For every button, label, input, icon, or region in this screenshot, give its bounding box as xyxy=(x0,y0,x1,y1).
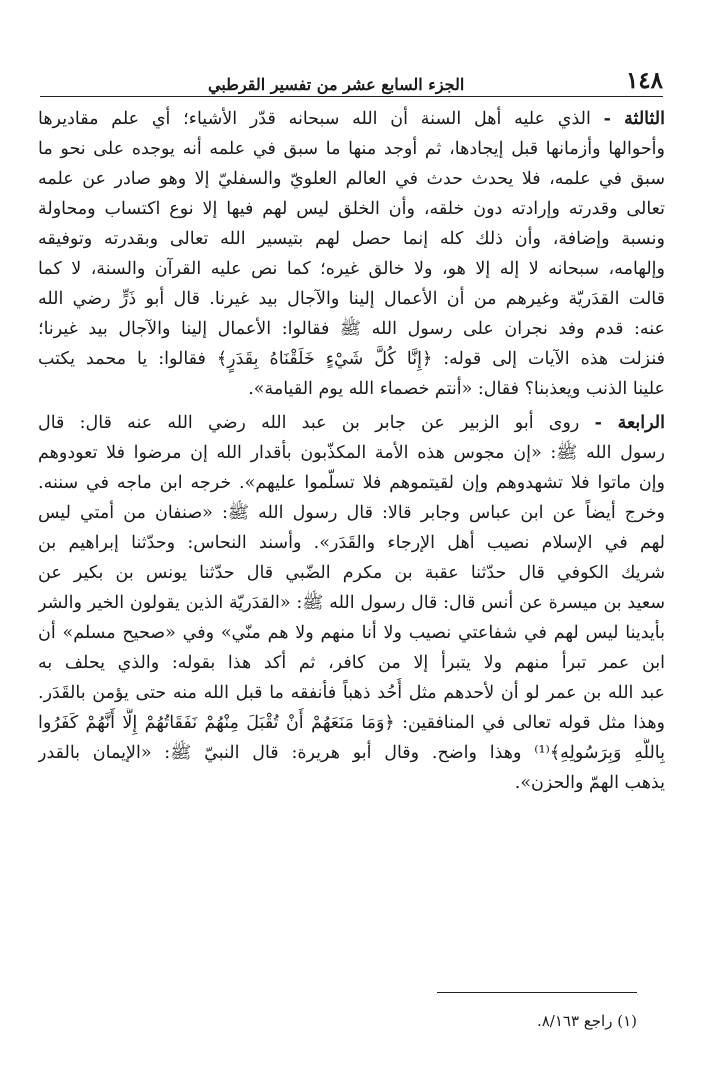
text-line xyxy=(38,164,665,194)
line-text: وخرج أيضاً عن ابن عباس وجابر قالا: قال رسول الله ﷺ: «صنفان من أمتي ليس xyxy=(38,503,665,523)
line-text: عبد الله بن عمر لو أن لأحدهم مثل أُحُد ذهباً فأنفقه ما قبل الله منه حتى يؤمن بالقَدَر. xyxy=(38,683,665,703)
text-line xyxy=(38,408,665,438)
line-text: روى أبو الزبير عن جابر بن عبد الله رضي الله عنه قال: قال xyxy=(38,413,580,433)
line-text: لهم في الإسلام نصيب أهل الإرجاء والقَدَر». وأسند النحاس: وحدّثنا إبراهيم بن xyxy=(38,533,665,553)
text-line xyxy=(38,284,665,314)
text-line xyxy=(38,678,665,708)
page-number: ١٤٨ xyxy=(625,67,663,94)
line-text: سبق في علمه، فلا يحدث حدث في العالم العلويّ والسفليّ إلا وهو صادر عن علمه xyxy=(38,169,665,189)
section-1 xyxy=(38,104,665,404)
line-text: بأيدينا ليس لهم في شفاعتي نصيب ولا أنا منهم ولا هم منّي» وفي «صحيح مسلم» أن xyxy=(38,623,665,643)
text-line xyxy=(38,618,665,648)
line-text: شريك الكوفي قال حدّثنا عقبة بن مكرم الضّبي قال حدّثنا يونس بن بكير عن xyxy=(38,563,665,583)
text-line xyxy=(38,438,665,468)
line-text: رسول الله ﷺ: «إن مجوس هذه الأمة المكذّبون بأقدار الله إن مرضوا فلا تعودوهم xyxy=(38,443,665,463)
text-line xyxy=(38,768,665,798)
line-text: تعالى وقدرته وإرادته دون خلقه، وأن الخلق ليس لهم فيها إلا نوع اكتساب ومحاولة xyxy=(38,199,665,219)
line-text: فنزلت هذه الآيات إلى قوله: ﴿إِنَّا كُلَّ شَيْءٍ خَلَقْنَاهُ بِقَدَرٍ﴾ فقالوا: يا محمد يكتب xyxy=(38,349,665,369)
text-line xyxy=(38,134,665,164)
line-text: ابن عمر تبرأ منهم ولا يتبرأ إلا من كافر، ثم أكد هذا بقوله: والذي يحلف به xyxy=(38,653,665,673)
text-line xyxy=(38,374,665,404)
text-line xyxy=(38,528,665,558)
text-line xyxy=(38,588,665,618)
page-header xyxy=(40,58,663,94)
line-text: علينا الذنب ويعذبنا؟ فقال: «أنتم خصماء الله يوم القيامة». xyxy=(248,379,665,399)
text-line xyxy=(38,254,665,284)
text-line xyxy=(38,738,665,768)
section-heading: الرابعة - xyxy=(594,413,665,433)
line-text: وإن ماتوا فلا تشهدوهم وإن لقيتموهم فلا تسلّموا عليهم». خرجه ابن ماجه في سننه. xyxy=(38,473,665,493)
line-text: قالت القدَريّة وغيرهم من أن الأعمال إلينا والآجال بيد غيرنا. قال أبو ذَرٍّ رضي الله xyxy=(38,289,665,309)
text-line xyxy=(38,314,665,344)
line-text: وإلهامه، سبحانه لا إله إلا هو، ولا خالق غيره؛ كما نص عليه القرآن والسنة، لا كما xyxy=(38,259,665,279)
line-text: بِاللَّهِ وَبِرَسُولِهِ﴾⁽¹⁾ وهذا واضح. وقال أبو هريرة: قال النبيّ ﷺ: «الإيمان بالقدر xyxy=(38,743,665,763)
text-line xyxy=(38,104,665,134)
text-line xyxy=(38,224,665,254)
section-heading: الثالثة - xyxy=(603,109,665,129)
text-line xyxy=(38,648,665,678)
text-line xyxy=(38,468,665,498)
header-rule xyxy=(40,96,663,97)
line-text: الذي عليه أهل السنة أن الله سبحانه قدّر الأشياء؛ أي علم مقاديرها xyxy=(38,109,591,129)
text-line xyxy=(38,498,665,528)
line-text: يذهب الهمّ والحزن». xyxy=(514,773,665,793)
section-2 xyxy=(38,408,665,798)
line-text: وأحوالها وأزمانها قبل إيجادها، ثم أوجد منها ما سبق في علمه أنه يوجده على نحو ما xyxy=(38,139,665,159)
line-text: سعيد بن ميسرة عن أنس قال: قال رسول الله ﷺ: «القدَريّة الذين يقولون الخير والشر xyxy=(38,593,665,613)
text-line xyxy=(38,344,665,374)
line-text: ونسبة وإضافة، وأن ذلك كله إنما حصل لهم بتيسير الله تعالى وبقدرته وتوفيقه xyxy=(38,229,665,249)
running-title: الجزء السابع عشر من تفسير القرطبي xyxy=(208,75,465,94)
line-text: وهذا مثل قوله تعالى في المنافقين: ﴿وَمَا مَنَعَهُمْ أَنْ تُقْبَلَ مِنْهُمْ نَفَقَاتُهُمْ إِلَّا أَنَّهُمْ كَفَرُوا xyxy=(38,713,665,733)
body-text xyxy=(38,104,665,798)
footnote: (١) راجع ٨/١٦٣. xyxy=(536,1012,637,1030)
text-line xyxy=(38,194,665,224)
text-line xyxy=(38,708,665,738)
line-text: عنه: قدم وفد نجران على رسول الله ﷺ فقالوا: الأعمال إلينا والآجال بيد غيرنا؛ xyxy=(38,319,665,339)
footnote-rule xyxy=(437,992,637,993)
text-line xyxy=(38,558,665,588)
